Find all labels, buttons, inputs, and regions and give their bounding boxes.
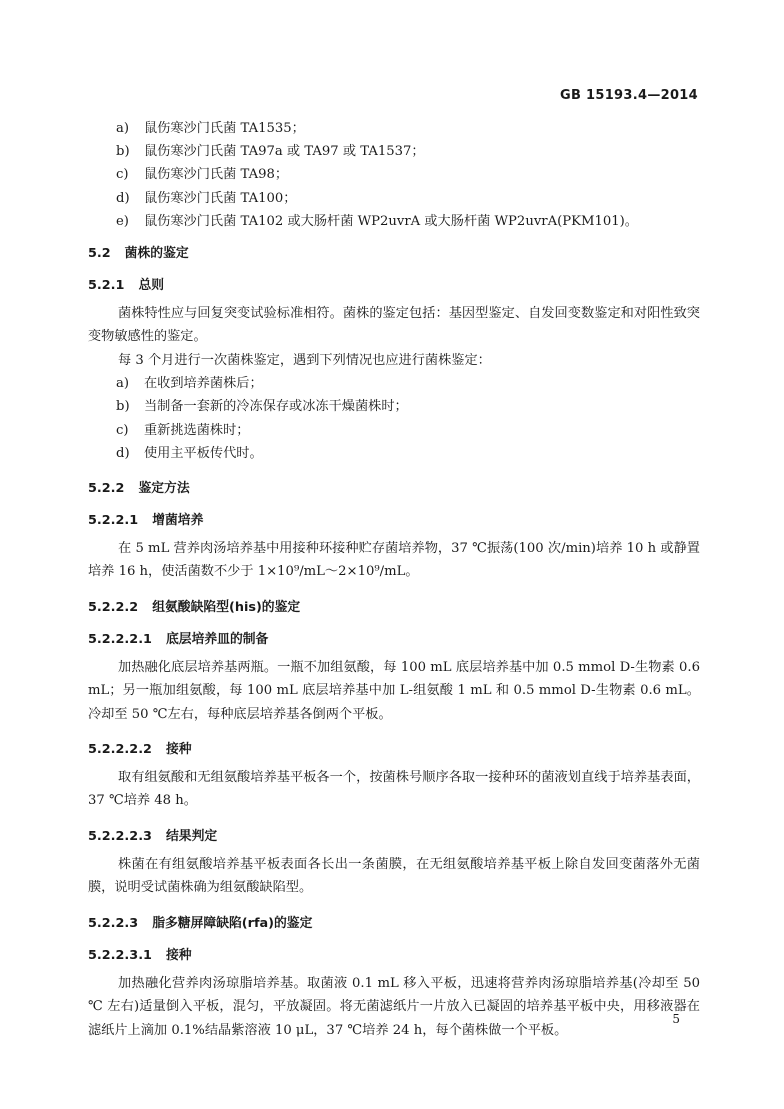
section-title: 接种	[165, 947, 192, 963]
section-title: 总则	[138, 278, 165, 294]
section-number: 5.2.2.2.3	[88, 828, 152, 844]
list-marker: d)	[116, 445, 130, 461]
section-title: 底层培养皿的制备	[165, 631, 269, 647]
list-item	[88, 419, 700, 442]
section-number: 5.2.2.2.1	[88, 631, 152, 647]
list-item	[88, 442, 700, 465]
section-heading	[88, 274, 700, 293]
list-item	[88, 117, 700, 140]
list-text: 鼠伤寒沙门氏菌 TA100；	[144, 190, 297, 206]
paragraph: 在 5 mL 营养肉汤培养基中用接种环接种贮存菌培养物，37 ℃振荡(100 次/min)培养 10 h 或静置培养 16 h，使活菌数不少于 1×10⁹/mL～2×10⁹/mL。	[88, 541, 700, 580]
paragraph: 加热融化底层培养基两瓶。一瓶不加组氨酸，每 100 mL 底层培养基中加 0.5 mmol D-生物素 0.6 mL；另一瓶加组氨酸，每 100 mL 底层培养基中加 L-组氨酸 1 mL 和 0.5 mmol D-生物素 0.6 mL。冷却至 50 ℃左右，每种底层培养基各倒两个平板。	[88, 659, 700, 722]
list-marker: e)	[116, 213, 129, 229]
section-title: 接种	[165, 742, 192, 758]
section-title: 菌株的鉴定	[124, 246, 189, 262]
page-content	[88, 117, 700, 1042]
section-number: 5.2.1	[88, 278, 125, 294]
list-item	[88, 210, 700, 233]
paragraph: 每 3 个月进行一次菌株鉴定，遇到下列情况也应进行菌株鉴定：	[118, 352, 491, 368]
section-heading	[88, 944, 700, 963]
section-number: 5.2.2.2.2	[88, 742, 152, 758]
list-marker: d)	[116, 190, 130, 206]
list-marker: c)	[116, 422, 129, 438]
list-text: 鼠伤寒沙门氏菌 TA102 或大肠杆菌 WP2uvrA 或大肠杆菌 WP2uvrA(PKM101)。	[144, 213, 638, 229]
section-heading	[88, 628, 700, 647]
section-heading	[88, 825, 700, 844]
page-number: 5	[672, 1012, 680, 1026]
list-item	[88, 163, 700, 186]
section-number: 5.2.2	[88, 481, 125, 497]
section-number: 5.2.2.1	[88, 513, 139, 529]
section-heading	[88, 738, 700, 757]
section-number: 5.2.2.3.1	[88, 947, 152, 963]
paragraph: 加热融化营养肉汤琼脂培养基。取菌液 0.1 mL 移入平板，迅速将营养肉汤琼脂培养基(冷却至 50 ℃ 左右)适量倒入平板，混匀，平放凝固。将无菌滤纸片一片放入已凝固的培养基平板中央，用移液器在滤纸片上滴加 0.1%结晶紫溶液 10 μL，37 ℃培养 24 h，每个菌株做一个平板。	[88, 975, 700, 1038]
section-heading	[88, 509, 700, 528]
list-marker: a)	[116, 376, 130, 392]
list-marker: c)	[116, 167, 129, 183]
section-number: 5.2	[88, 246, 111, 262]
list-item	[88, 372, 700, 395]
paragraph: 菌株特性应与回复突变试验标准相符。菌株的鉴定包括：基因型鉴定、自发回变数鉴定和对阳性致突变物敏感性的鉴定。	[88, 306, 700, 345]
list-text: 当制备一套新的冷冻保存或冰冻干燥菌株时；	[144, 399, 408, 415]
section-title: 组氨酸缺陷型(his)的鉴定	[152, 599, 301, 615]
paragraph: 取有组氨酸和无组氨酸培养基平板各一个，按菌株号顺序各取一接种环的菌液划直线于培养基表面，37 ℃培养 48 h。	[88, 770, 700, 809]
section-number: 5.2.2.2	[88, 599, 139, 615]
list-item	[88, 395, 700, 418]
section-heading	[88, 912, 700, 931]
list-text: 鼠伤寒沙门氏菌 TA97a 或 TA97 或 TA1537；	[144, 144, 425, 160]
section-heading	[88, 596, 700, 615]
list-marker: b)	[116, 399, 130, 415]
list-item	[88, 187, 700, 210]
section-title: 结果判定	[165, 828, 218, 844]
list-marker: b)	[116, 144, 130, 160]
section-number: 5.2.2.3	[88, 915, 139, 931]
list-text: 鼠伤寒沙门氏菌 TA98；	[144, 167, 289, 183]
trigger-list	[88, 372, 700, 465]
section-title: 增菌培养	[152, 513, 204, 529]
section-title: 鉴定方法	[138, 481, 190, 497]
section-title: 脂多糖屏障缺陷(rfa)的鉴定	[152, 915, 313, 931]
list-marker: a)	[116, 121, 130, 136]
strain-list	[88, 117, 700, 233]
list-text: 重新挑选菌株时；	[144, 422, 250, 438]
paragraph: 株菌在有组氨酸培养基平板表面各长出一条菌膜，在无组氨酸培养基平板上除自发回变菌落外无菌膜，说明受试菌株确为组氨酸缺陷型。	[88, 856, 700, 896]
list-text: 使用主平板传代时。	[144, 445, 263, 461]
list-text: 在收到培养菌株后；	[144, 376, 263, 392]
list-item	[88, 140, 700, 163]
section-heading	[88, 242, 700, 261]
section-heading	[88, 477, 700, 496]
list-text: 鼠伤寒沙门氏菌 TA1535；	[144, 121, 305, 136]
standard-code: GB 15193.4—2014	[560, 88, 698, 103]
